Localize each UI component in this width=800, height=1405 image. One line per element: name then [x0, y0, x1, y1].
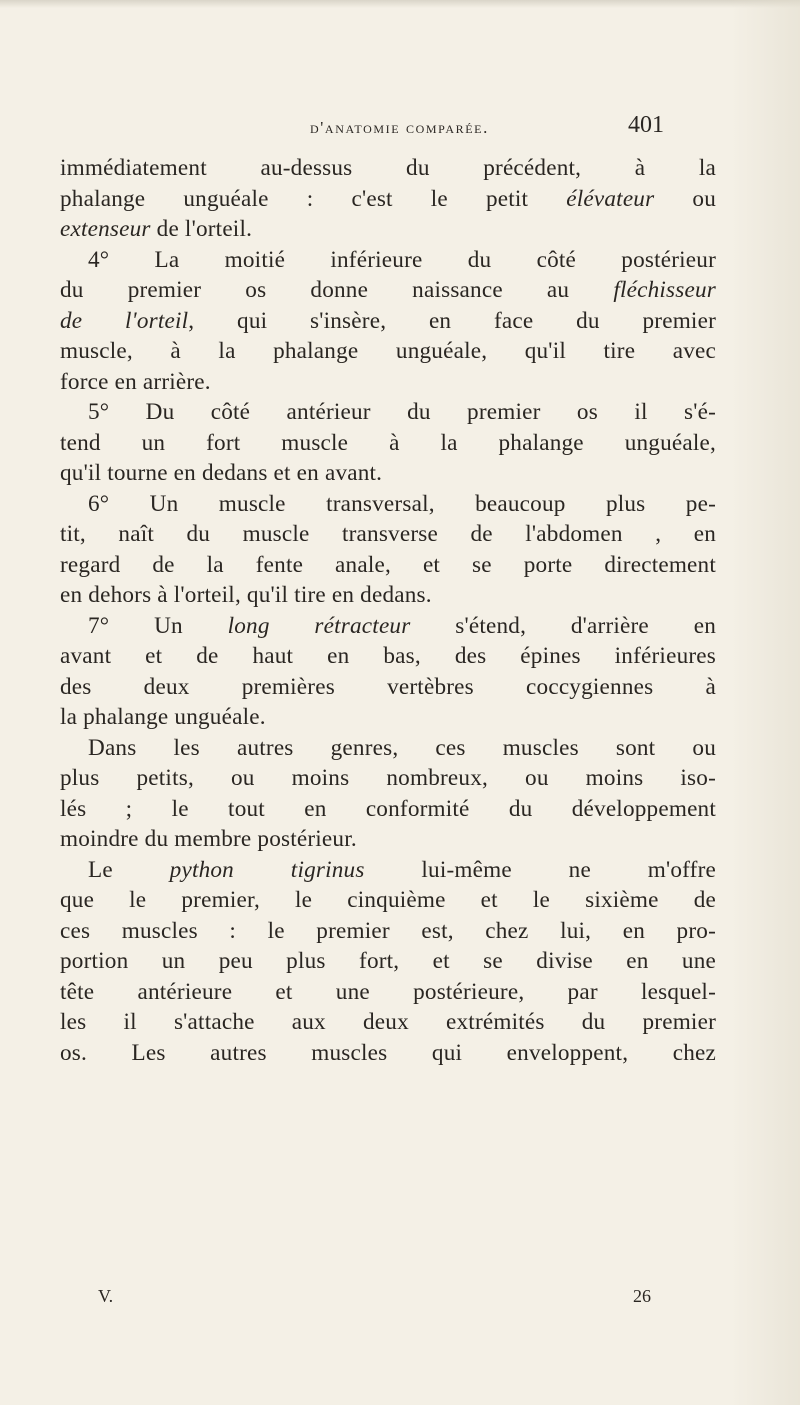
text-line [60, 336, 716, 367]
text-segment: que le premier, le cinquième et le sixième de [60, 887, 716, 913]
text-segment: des deux premières vertèbres coccygiennes à [60, 673, 716, 700]
page-gutter-shade [730, 0, 800, 1405]
text-segment: os. Les autres muscles qui enveloppent, chez [60, 1039, 716, 1066]
italic-term: fléchisseur [613, 277, 716, 303]
text-line [60, 184, 716, 215]
text-line [60, 763, 716, 794]
text-line [60, 580, 716, 611]
text-segment: tit, naît du muscle transverse de l'abdomen , en [60, 521, 716, 547]
text-segment: de l'orteil. [150, 216, 253, 242]
text-line [60, 824, 716, 855]
text-segment: 4° La moitié inférieure du côté postérieur [88, 246, 716, 273]
text-segment: muscle, à la phalange unguéale, qu'il tire avec [60, 338, 716, 364]
text-segment: force en arrière. [60, 368, 211, 395]
text-segment: plus petits, ou moins nombreux, ou moins iso- [60, 765, 716, 791]
text-segment: ces muscles : le premier est, chez lui, en pro- [60, 917, 716, 944]
body-text [60, 153, 716, 1068]
text-line [60, 458, 716, 489]
text-line [60, 245, 716, 276]
text-segment: , qui s'insère, en face du premier [188, 307, 716, 334]
text-segment: immédiatement au-dessus du précédent, à la [60, 155, 716, 181]
text-segment: phalange unguéale : c'est le petit [60, 185, 567, 212]
text-line [60, 1007, 716, 1038]
text-segment: la phalange unguéale. [60, 704, 266, 730]
text-segment: 6° Un muscle transversal, beaucoup plus pe- [88, 490, 716, 517]
printer-signature [60, 1286, 710, 1310]
text-line [60, 519, 716, 550]
italic-term: python tigrinus [169, 856, 365, 883]
text-segment: les il s'attache aux deux extrémités du premier [60, 1009, 716, 1035]
text-segment: Le [88, 856, 170, 883]
italic-term: extenseur [60, 216, 151, 242]
text-line [60, 733, 716, 764]
text-segment: ou [654, 185, 716, 212]
text-segment: 5° Du côté antérieur du premier os il s'é- [88, 399, 716, 425]
running-head: d'anatomie comparée. [310, 118, 489, 137]
signature-volume: V. [98, 1286, 114, 1306]
text-segment: regard de la fente anale, et se porte directement [60, 551, 716, 578]
text-line [60, 367, 716, 398]
italic-term: de l'orteil [60, 307, 189, 334]
text-segment: lés ; le tout en conformité du développement [60, 795, 716, 822]
page-header [240, 112, 720, 148]
italic-term: élévateur [566, 185, 655, 212]
text-segment: tend un fort muscle à la phalange unguéale, [60, 429, 716, 456]
text-segment: moindre du membre postérieur. [60, 826, 357, 852]
text-segment: qu'il tourne en dedans et en avant. [60, 460, 383, 486]
text-segment: du premier os donne naissance au [60, 277, 614, 303]
italic-term: long rétracteur [227, 612, 411, 639]
signature-sheet: 26 [633, 1286, 651, 1306]
text-line [60, 702, 716, 733]
text-line [60, 946, 716, 977]
text-segment: avant et de haut en bas, des épines inférieures [60, 643, 716, 669]
text-line [60, 855, 716, 886]
text-segment: s'étend, d'arrière en [410, 612, 716, 639]
text-line [60, 306, 716, 337]
text-line [60, 489, 716, 520]
text-segment: 7° Un [88, 612, 228, 639]
text-segment: lui-même ne m'offre [364, 856, 716, 883]
text-segment: portion un peu plus fort, et se divise en une [60, 948, 716, 974]
text-line [60, 397, 716, 428]
text-segment: Dans les autres genres, ces muscles sont ou [88, 734, 716, 761]
page-top-edge [0, 0, 800, 8]
text-line [60, 641, 716, 672]
text-line [60, 794, 716, 825]
text-line [60, 428, 716, 459]
text-line [60, 214, 716, 245]
text-line [60, 153, 716, 184]
text-line [60, 611, 716, 642]
text-line [60, 672, 716, 703]
page-number: 401 [628, 112, 664, 138]
text-segment: tête antérieure et une postérieure, par lesquel- [60, 978, 716, 1005]
text-line [60, 275, 716, 306]
text-line [60, 885, 716, 916]
text-line [60, 977, 716, 1008]
text-segment: en dehors à l'orteil, qu'il tire en dedans. [60, 582, 432, 608]
text-line [60, 916, 716, 947]
text-line [60, 550, 716, 581]
text-line [60, 1038, 716, 1069]
